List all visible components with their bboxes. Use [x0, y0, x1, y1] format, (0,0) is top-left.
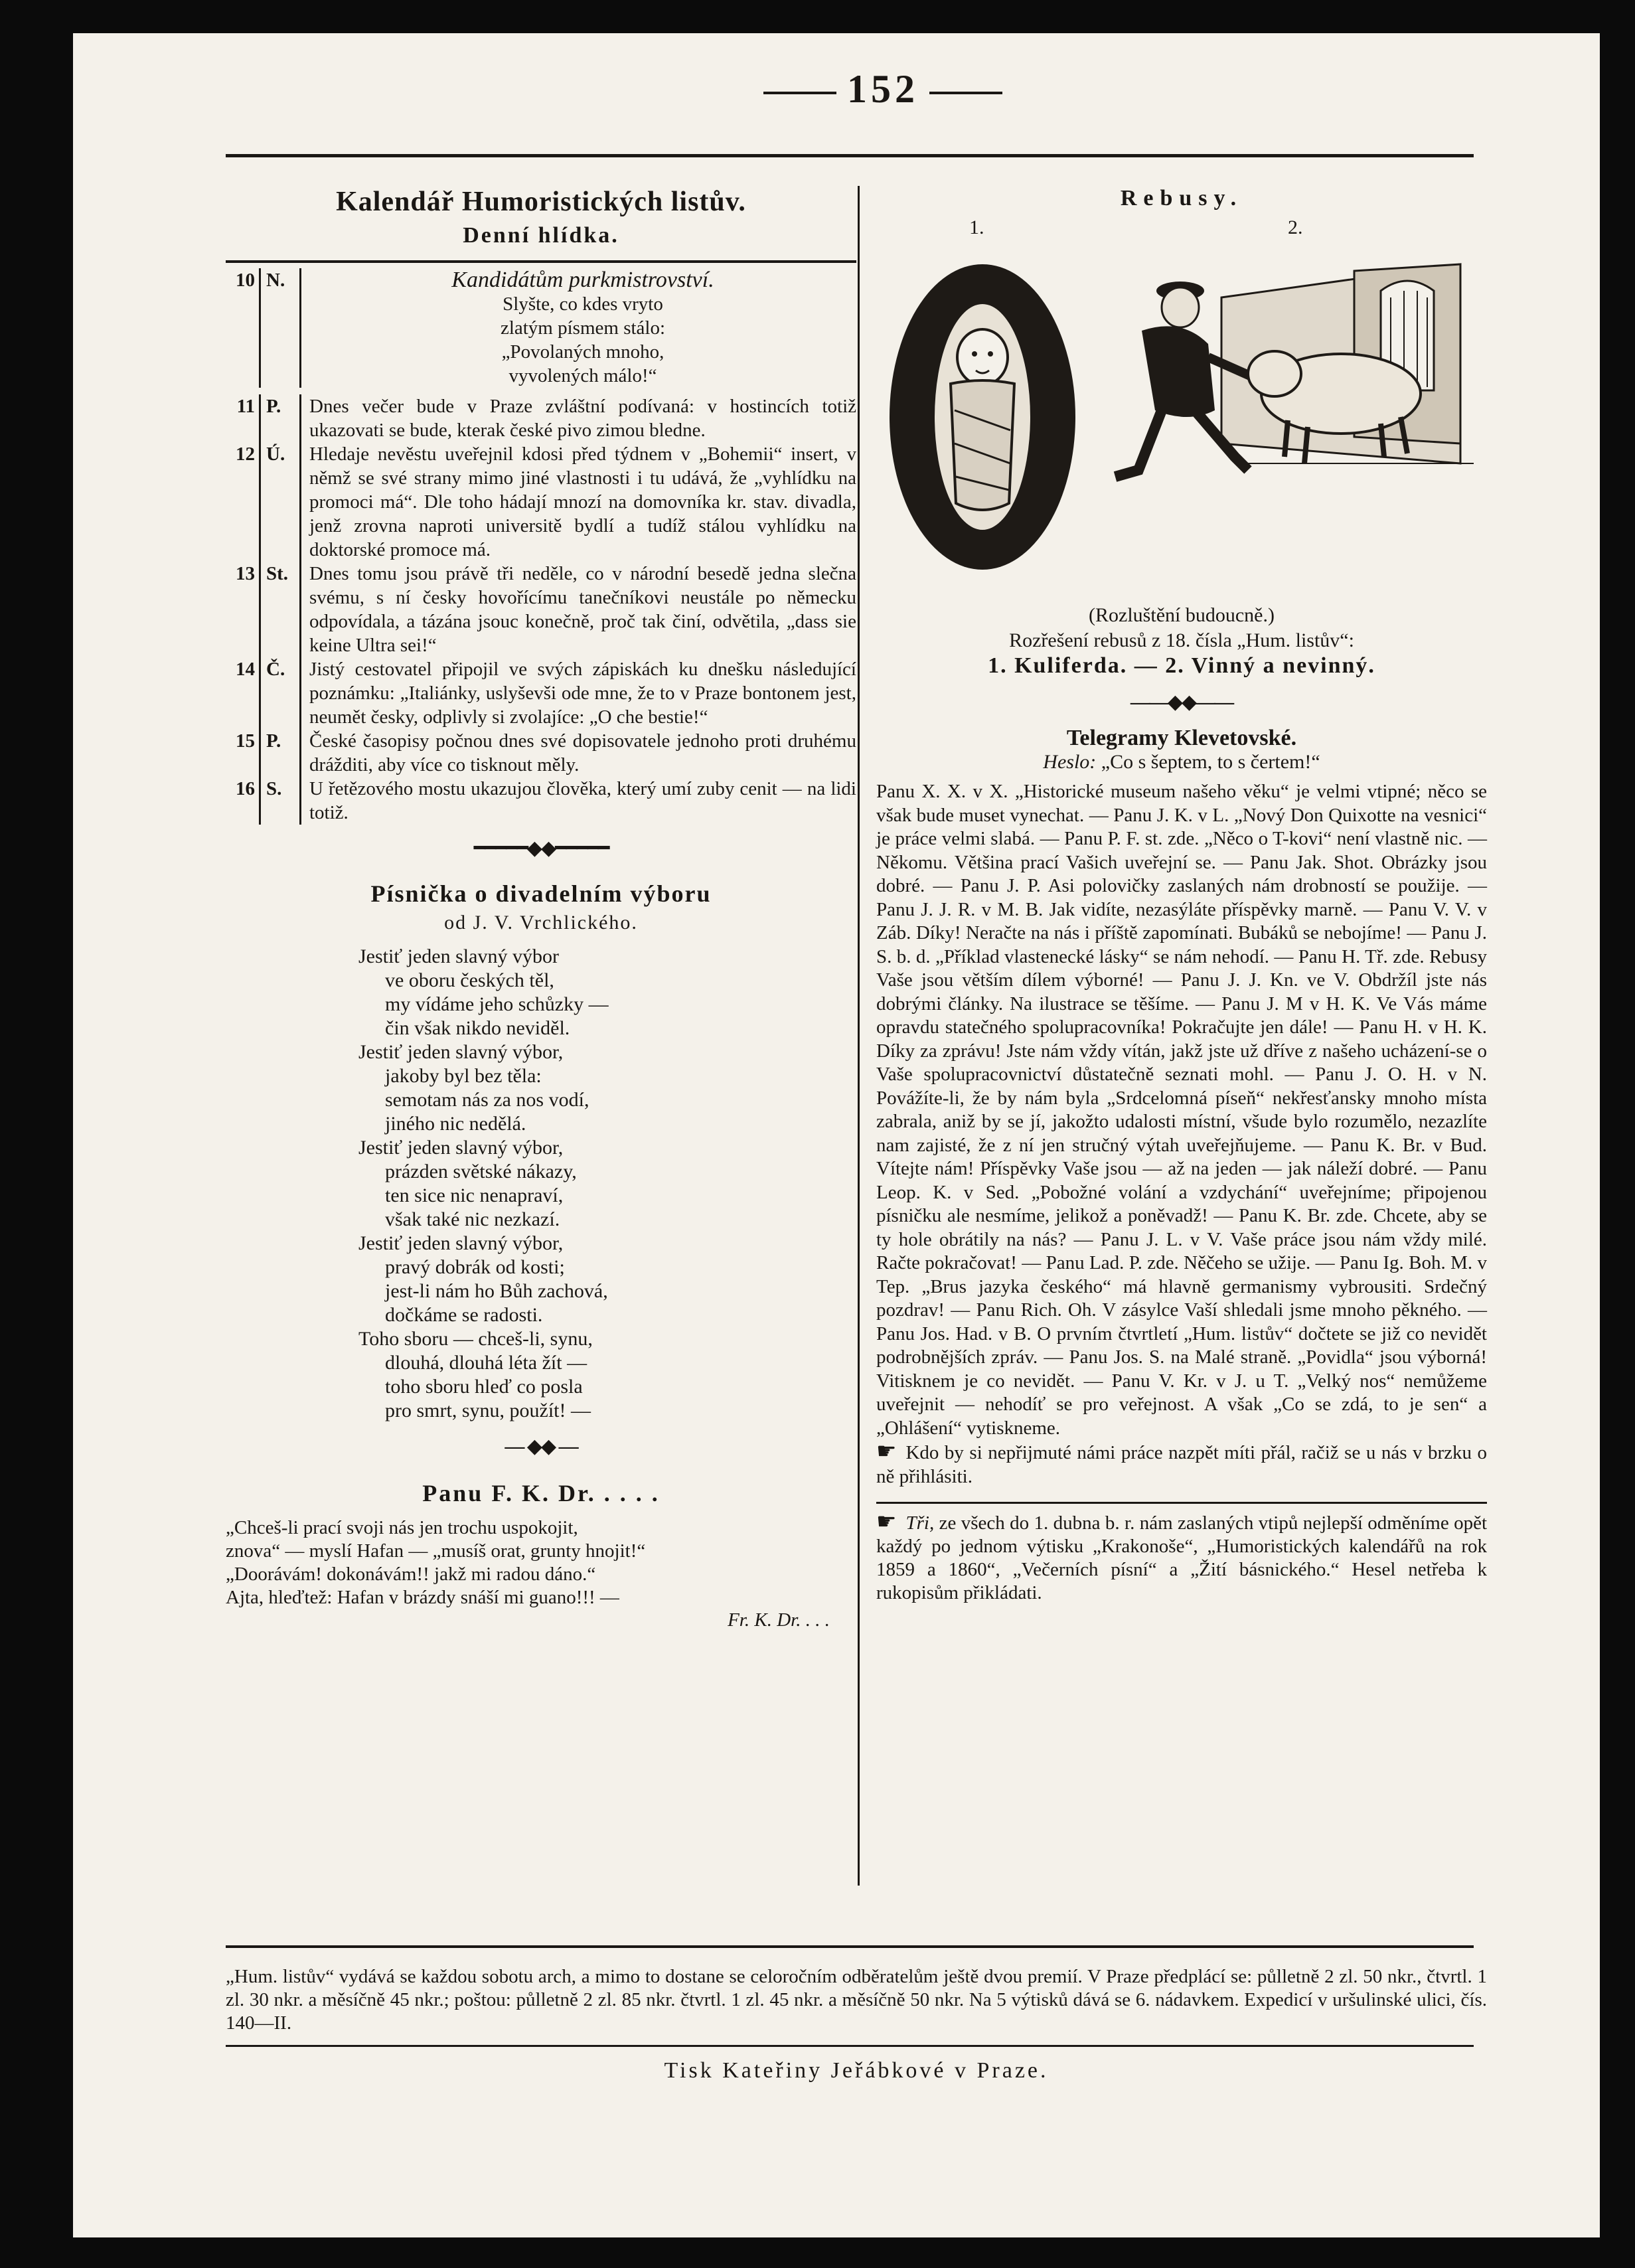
ornament-divider: ━━━━━◆◆━━━━━ [473, 837, 609, 859]
poem-line: semotam nás za nos vodí, [385, 1089, 589, 1111]
poem-line: Jestiť jeden slavný výbor, [358, 1232, 564, 1254]
poem-line: Jestiť jeden slavný výbor, [358, 1041, 564, 1063]
rebus-solution-intro: Rozřešení rebusů z 18. čísla „Hum. listův“: [1009, 629, 1354, 651]
poem-line: toho sboru hleď co posla [385, 1376, 583, 1398]
column-divider [858, 186, 860, 1886]
poem-line: Toho sboru — chceš-li, synu, [358, 1328, 593, 1350]
rebus-numbers [876, 211, 1487, 244]
rebus-picture-svg [876, 244, 1487, 603]
poem-line: ve oboru českých těl, [385, 969, 554, 991]
motto-label: Heslo: [1043, 751, 1097, 773]
letter-body [226, 1516, 856, 1609]
verse-line: „Povolaných mnoho, [501, 341, 664, 363]
calendar-row [226, 777, 856, 825]
telegrams-closing [876, 1440, 1487, 1489]
calendar-subtitle: Denní hlídka. [463, 223, 619, 248]
letter-line: „Chceš-li prací svoji nás jen trochu uspokojit, [226, 1517, 578, 1538]
verse-line: vyvolených málo!“ [508, 365, 657, 386]
poem-line: ten sice nic nenapraví, [385, 1184, 564, 1206]
calendar-weekday: P. [261, 394, 301, 442]
telegrams-motto [876, 751, 1487, 773]
pointing-hand-icon: ☛ [876, 1510, 897, 1534]
calendar-day-number: 16 [226, 777, 261, 825]
rebus-title: Rebusy. [1120, 186, 1243, 210]
letter-line: Ajta, hleďtež: Hafan v brázdy snáší mi guano!!! — [226, 1587, 619, 1608]
calendar-day-number: 12 [226, 442, 261, 562]
rebus-1-letter-o-baby [890, 264, 1075, 570]
calendar-row [226, 657, 856, 729]
calendar-table [226, 260, 856, 825]
verse-line: zlatým písmem stálo: [500, 317, 666, 339]
telegrams-title: Telegramy Klevetovské. [1066, 726, 1297, 750]
motto-text: „Co s šeptem, to s čertem!“ [1101, 751, 1320, 773]
calendar-entry-heading: Kandidátům purkmistrovství. [451, 268, 714, 292]
page-number-text: 152 [847, 67, 919, 111]
poem-body [358, 945, 856, 1423]
poem-author: od J. V. Vrchlického. [444, 912, 638, 933]
rebus-illustrations [876, 244, 1487, 603]
calendar-day-number: 10 [226, 268, 261, 388]
letter-title: Panu F. K. Dr. . . . . [422, 1480, 660, 1506]
calendar-entry: Jistý cestovatel připojil ve svých zápiskách ku dnešku následující poznámku: „Italiánky, uslyševši ode mne, že to v Praze bontonem jest, neumět česky, odplivly si zvolajíce: „O che bestie!“ [309, 659, 856, 728]
calendar-weekday: Ú. [261, 442, 301, 562]
poem-line: jest-li nám ho Bůh zachová, [385, 1280, 608, 1302]
poem-line: pravý dobrák od kosti; [385, 1256, 565, 1278]
rebus-caption: (Rozluštění budoucně.) [1089, 604, 1275, 626]
left-column [226, 186, 856, 1631]
calendar-title: Kalendář Humoristických listův. [336, 187, 746, 217]
calendar-row [226, 268, 856, 388]
header-rule [226, 154, 1474, 157]
poem-line: prázden světské nákazy, [385, 1161, 577, 1182]
calendar-entry: Hledaje nevěstu uveřejnil kdosi před týdnem v „Bohemii“ insert, v němž se své strany mimo jiné vlastnosti i tu udává, že „vyhlídku na promoci má“. Dle toho hádají mnozí na domovníka kr. stav. divadla, jenž zrovna naproti universitě bydlí a tudíž stálou vyhlídku na doktorské promoce má. [309, 444, 856, 560]
calendar-day-number: 13 [226, 562, 261, 657]
printer-rule [226, 2045, 1474, 2047]
calendar-day-number: 15 [226, 729, 261, 777]
rebus-2-man-and-pig [1115, 264, 1474, 477]
poem-title: Písnička o divadelním výboru [370, 880, 712, 907]
calendar-entry: České časopisy počnou dnes své dopisovatele jednoho proti druhému drážditi, aby více co tisknout měly. [309, 730, 856, 775]
calendar-entry: Dnes večer bude v Praze zvláštní podívaná: v hostincích totiž ukazovati se bude, kterak české pivo zimou bledne. [309, 396, 856, 441]
printer-imprint: Tisk Kateřiny Jeřábkové v Praze. [664, 2058, 1049, 2083]
calendar-weekday: Č. [261, 657, 301, 729]
poem-line: Jestiť jeden slavný výbor, [358, 1137, 564, 1159]
calendar-entry: Dnes tomu jsou právě tři neděle, co v národní besedě jedna slečna svému, s ní česky hovořícímu tanečníkovi neustále po německu odpovídala, a tázána jsouc konečně, proč tak činí, odvětila, „dass sie keine Ultra sei!“ [309, 563, 856, 656]
rebus-solution: 1. Kuliferda. — 2. Vinný a nevinný. [988, 653, 1375, 678]
letter-signature: Fr. K. Dr. . . . [728, 1609, 830, 1631]
calendar-row [226, 442, 856, 562]
calendar-weekday: S. [261, 777, 301, 825]
right-column [876, 186, 1487, 1605]
calendar-row [226, 729, 856, 777]
poem-line: dlouhá, dlouhá léta žít — [385, 1352, 587, 1374]
poem-line: pro smrt, synu, použít! — [385, 1400, 591, 1421]
calendar-weekday: St. [261, 562, 301, 657]
rebus-number-1: 1. [969, 216, 984, 238]
letter-line: „Doorávám! dokonávám!! jakž mi radou dáno.“ [226, 1564, 596, 1585]
pointing-hand-icon: ☛ [876, 1439, 897, 1464]
calendar-entry: U řetězového mostu ukazujou člověka, který umí zuby cenit — na lidi totiž. [309, 778, 856, 823]
calendar-row [226, 394, 856, 442]
poem-line: dočkáme se radosti. [385, 1304, 543, 1326]
telegrams-closing-text: Kdo by si nepřijmuté námi práce nazpět míti přál, račiž se u nás v brzku o ně přihlásiti. [876, 1442, 1487, 1487]
poem-line: čin však nikdo neviděl. [385, 1017, 570, 1039]
poem-line: však také nic nezkazí. [385, 1208, 560, 1230]
calendar-weekday: P. [261, 729, 301, 777]
poem-line: jakoby byl bez těla: [385, 1065, 542, 1087]
ornament-divider: — ◆◆ — [505, 1435, 578, 1457]
subscription-footer: „Hum. listův“ vydává se každou sobotu arch, a mimo to dostane se celoročním odběratelům ještě dvou premií. V Praze předplácí se: půlletně 2 zl. 50 nkr., čtvrtl. 1 zl. 30 nkr. a měsíčně 45 nkr.; poštou: půlletně 2 zl. 85 nkr. čtvrtl. 1 zl. 45 nkr. a měsíčně 50 nkr. Na 5 výtisků dává se 6. nádavkem. Expedicí v uršulinské ulici, čís. 140—II. [226, 1966, 1487, 2034]
poem-line: Jestiť jeden slavný výbor [358, 945, 559, 967]
calendar-entry [301, 268, 856, 388]
page-number [717, 66, 1049, 112]
poem-line: my vídáme jeho schůzky — [385, 993, 609, 1015]
page-number-rule-left [763, 92, 836, 94]
verse-line: Slyšte, co kdes vryto [503, 293, 663, 315]
page-number-rule-right [929, 92, 1002, 94]
calendar-row [226, 562, 856, 657]
telegrams-body: Panu X. X. v X. „Historické museum našeho věku“ je velmi vtipné; něco se však bude muset vynechat. — Panu J. K. v L. „Nový Don Quixotte na vesnici“ je práce velmi slabá. — Panu P. F. st. zde. „Něco o T-kovi“ není vlastně nic. — Někomu. Většina prací Vašich uveřejní se. — Panu Jak. Shot. Obrázky jsou dobré. — Panu J. P. Asi polovičky zaslaných nám drobností se použije. — Panu J. J. R. v M. B. Jak vidíte, nezasýláte příspěvky marně. — Panu V. V. v Záb. Díky! Neračte na nás i příště zapomínati. Bubáků se nebojíme! — Panu J. S. b. d. „Příklad vlastenecké lásky“ se nám nehodí. — Panu H. Tř. zde. Rebusy Vaše jsou větším dílem výborné! — Panu J. J. Kn. ve V. Obdržíl jste nás dobrými články. Na ilustrace se těšíme. — Panu J. M v H. K. Ve Vás máme opravdu statečného spolupracovníka! Pokračujte jen dále! — Panu H. v H. K. Díky za zprávu! Jste nám vždy vítán, jakž jste už dříve z našeho ucházení-se o Vaše spolupracovnictví důstatečně seznati mohl. — Panu J. O. H. v N. Povážíte-li, že by nám byla „Srdcelomná píseň“ nekřesťansky mnoho místa zabrala, aniž by se jí, jakožto udalosti místní, všude bylo rozumělo, nezazlíte nam zajisté, že z ní jen stručný výtah uveřejňujeme. — Panu K. Br. v Bud. Vítejte nám! Příspěvky Vaše jsou — až na jeden — jak náleží dobré. — Panu Leop. K. v Sed. „Pobožné volání a vzdychání“ uveřejníme; připojenou písničku ale nesmíme, jelikož a poněvadž! — Panu K. Br. zde. Chcete, aby se ty hole obrátily na nás? — Panu J. L. v V. Vaše práce jsou nám vždy milé. Račte pokračovat! — Panu Lad. P. zde. Něčeho se užije. — Panu Ig. Boh. M. v Tep. „Brus jazyka českého“ má hlavně germanismy vybrousiti. Srdečný pozdrav! — Panu Rich. Oh. V zásylce Vaší shledali jsme mnoho pěkného. — Panu Jos. Had. v B. O prvním čtvrtletí „Hum. listův“ dočtete se již co nevidět podrobnějších zpráv. — Panu Jos. S. na Malé straně. „Povidla“ jsou výborná! Vitisknem je co nevidět. — Panu V. Kr. v J. u T. „Velký nos“ nemůžeme uveřejnit — nehodíť se pro veřejnost. A však „Co se zdá, to je sen“ a „Ohlášení“ vytiskneme. [876, 781, 1487, 1439]
ornament-divider: ——◆◆—— [1130, 691, 1233, 713]
rebus-number-2: 2. [1288, 216, 1303, 238]
calendar-day-number: 14 [226, 657, 261, 729]
poem-line: jiného nic nedělá. [385, 1113, 526, 1135]
footer-rule [226, 1945, 1474, 1948]
calendar-day-number: 11 [226, 394, 261, 442]
notice-text: ze všech do 1. dubna b. r. nám zaslaných vtipů nejlepší odměníme opět každý po jednom výtisku „Krakonoše“, „Humoristických kalendářů na rok 1859 a 1860“, „Večerních písní“ a „Žití básnického.“ Hesel netřeba k rukopisům přikládati. [876, 1512, 1488, 1603]
letter-line: znova“ — myslí Hafan — „musíš orat, grunty hnojit!“ [226, 1540, 646, 1562]
notice-lead: Tři, [905, 1512, 935, 1534]
prize-notice [876, 1502, 1487, 1605]
calendar-weekday: N. [261, 268, 301, 388]
